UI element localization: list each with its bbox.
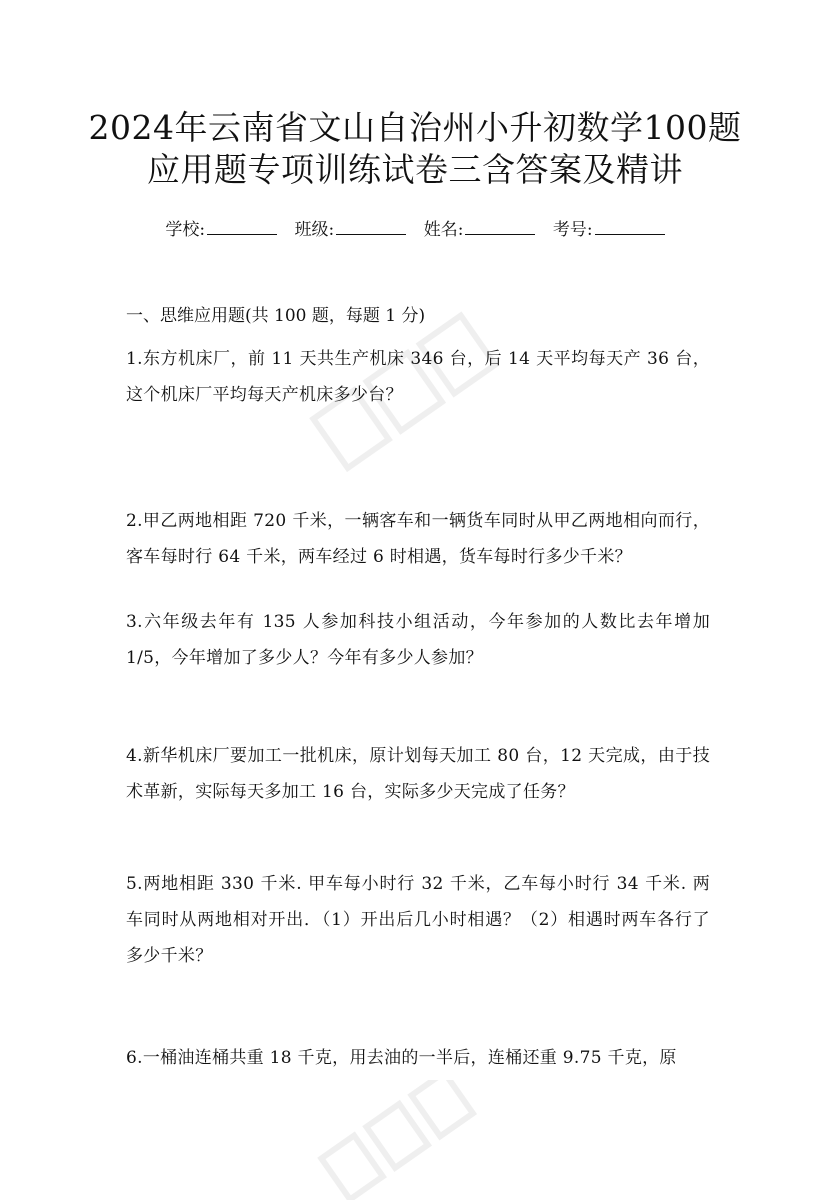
watermark-icon	[310, 1080, 490, 1200]
page-title-line-2: 应用题专项训练试卷三含答案及精讲	[147, 150, 683, 189]
question-4: 4.新华机床厂要加工一批机床，原计划每天加工 80 台，12 天完成，由于技术革新，实际每天多加工 16 台，实际多少天完成了任务？	[126, 746, 710, 802]
school-blank	[207, 218, 277, 235]
student-info-row	[0, 216, 830, 244]
question-2: 2.甲乙两地相距 720 千米，一辆客车和一辆货车同时从甲乙两地相向而行，客车每时行 64 千米，两车经过 6 时相遇，货车每时行多少千米？	[126, 511, 710, 567]
question-6: 6.一桶油连桶共重 18 千克，用去油的一半后，连桶还重 9.75 千克，原	[126, 1048, 677, 1068]
school-label: 学校:	[165, 220, 206, 240]
class-blank	[336, 218, 406, 235]
section-heading: 一、思维应用题(共 100 题，每题 1 分)	[126, 306, 426, 326]
exam-number-blank	[595, 218, 665, 235]
name-blank	[465, 218, 535, 235]
question-1: 1.东方机床厂，前 11 天共生产机床 346 台，后 14 天平均每天产 36 台，这个机床厂平均每天产机床多少台？	[126, 349, 710, 405]
exam-number-field	[553, 220, 665, 240]
question-5: 5.两地相距 330 千米. 甲车每小时行 32 千米，乙车每小时行 34 千米. 两车同时从两地相对开出．（1）开出后几小时相遇？（2）相遇时两车各行了多少千米？	[126, 874, 710, 966]
class-label: 班级:	[294, 220, 335, 240]
name-field	[424, 220, 536, 240]
exam-number-label: 考号:	[552, 220, 593, 240]
school-field	[165, 220, 277, 240]
page-title-line-1: 2024年云南省文山自治州小升初数学100题	[88, 108, 742, 147]
name-label: 姓名:	[423, 220, 464, 240]
class-field	[295, 220, 407, 240]
question-3: 3.六年级去年有 135 人参加科技小组活动，今年参加的人数比去年增加 1/5，今年增加了多少人？今年有多少人参加？	[126, 612, 710, 668]
